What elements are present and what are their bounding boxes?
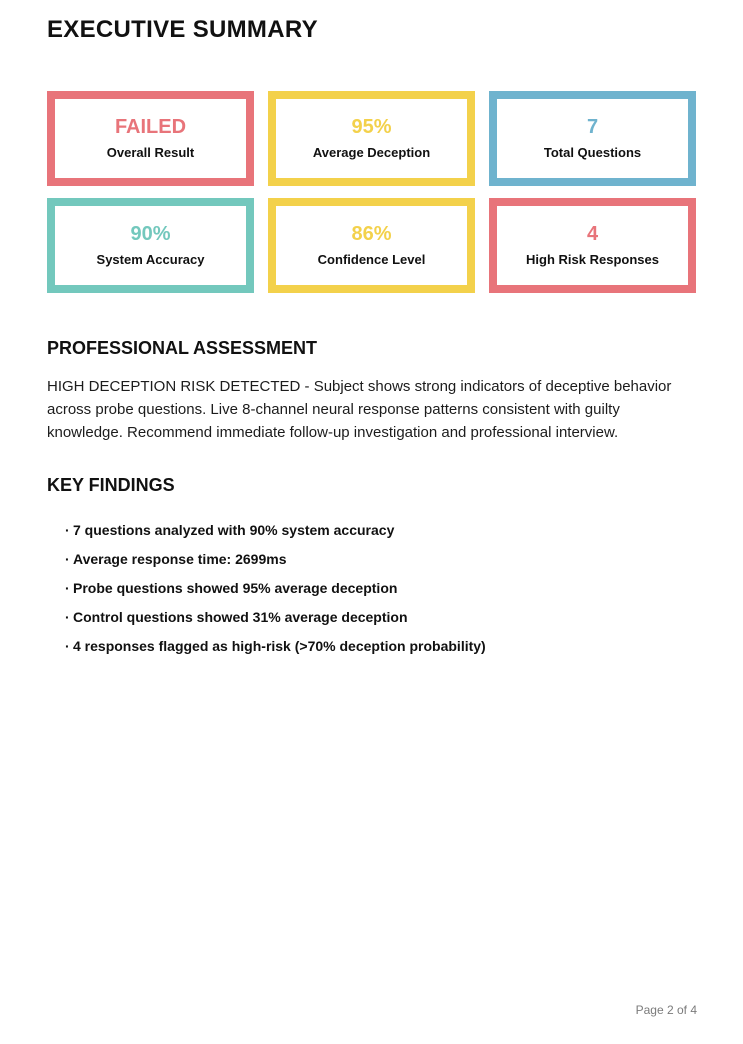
stat-label: System Accuracy — [96, 252, 205, 268]
stat-card-system-accuracy — [47, 198, 254, 293]
professional-assessment-text: HIGH DECEPTION RISK DETECTED - Subject shows strong indicators of deceptive behavior across probe questions. Live 8-channel neural response patterns consistent with guilty knowledge. Recommend immediate follow-up investigation and professional interview. — [47, 378, 672, 442]
key-findings-list — [47, 516, 696, 661]
stat-card-average-deception — [268, 91, 475, 186]
finding-item — [47, 603, 696, 632]
stat-label: Average Deception — [312, 145, 431, 161]
stat-value: 90% — [130, 223, 171, 246]
page-title: EXECUTIVE SUMMARY — [47, 16, 318, 43]
stat-label: Total Questions — [543, 145, 642, 161]
stat-label: Confidence Level — [317, 252, 426, 268]
key-findings-heading: KEY FINDINGS — [47, 475, 175, 496]
bullet-dot: · — [65, 637, 70, 654]
page-number: Page 2 of 4 — [635, 1003, 697, 1017]
bullet-dot: · — [65, 579, 70, 596]
summary-cards-grid — [47, 91, 696, 293]
stat-label: High Risk Responses — [526, 252, 659, 268]
stat-label: Overall Result — [106, 145, 195, 161]
stat-value: 95% — [351, 116, 392, 139]
stat-card-total-questions — [489, 91, 696, 186]
stat-value: 7 — [586, 116, 599, 139]
finding-item — [47, 545, 696, 574]
professional-assessment-heading: PROFESSIONAL ASSESSMENT — [47, 337, 318, 358]
stat-value: 4 — [586, 223, 599, 246]
stat-card-overall-result — [47, 91, 254, 186]
stat-card-high-risk-responses — [489, 198, 696, 293]
stat-value: FAILED — [114, 116, 187, 139]
bullet-dot: · — [65, 550, 70, 567]
bullet-dot: · — [65, 608, 70, 625]
finding-item — [47, 632, 696, 661]
stat-card-confidence-level — [268, 198, 475, 293]
stat-value: 86% — [351, 223, 392, 246]
finding-item — [47, 574, 696, 603]
finding-item — [47, 516, 696, 545]
finding-text: Average response time: 2699ms — [73, 550, 287, 567]
bullet-dot: · — [65, 521, 70, 538]
finding-text: Control questions showed 31% average deception — [73, 608, 408, 625]
finding-text: 4 responses flagged as high-risk (>70% deception probability) — [73, 637, 486, 654]
finding-text: 7 questions analyzed with 90% system accuracy — [73, 521, 395, 538]
finding-text: Probe questions showed 95% average deception — [73, 579, 398, 596]
